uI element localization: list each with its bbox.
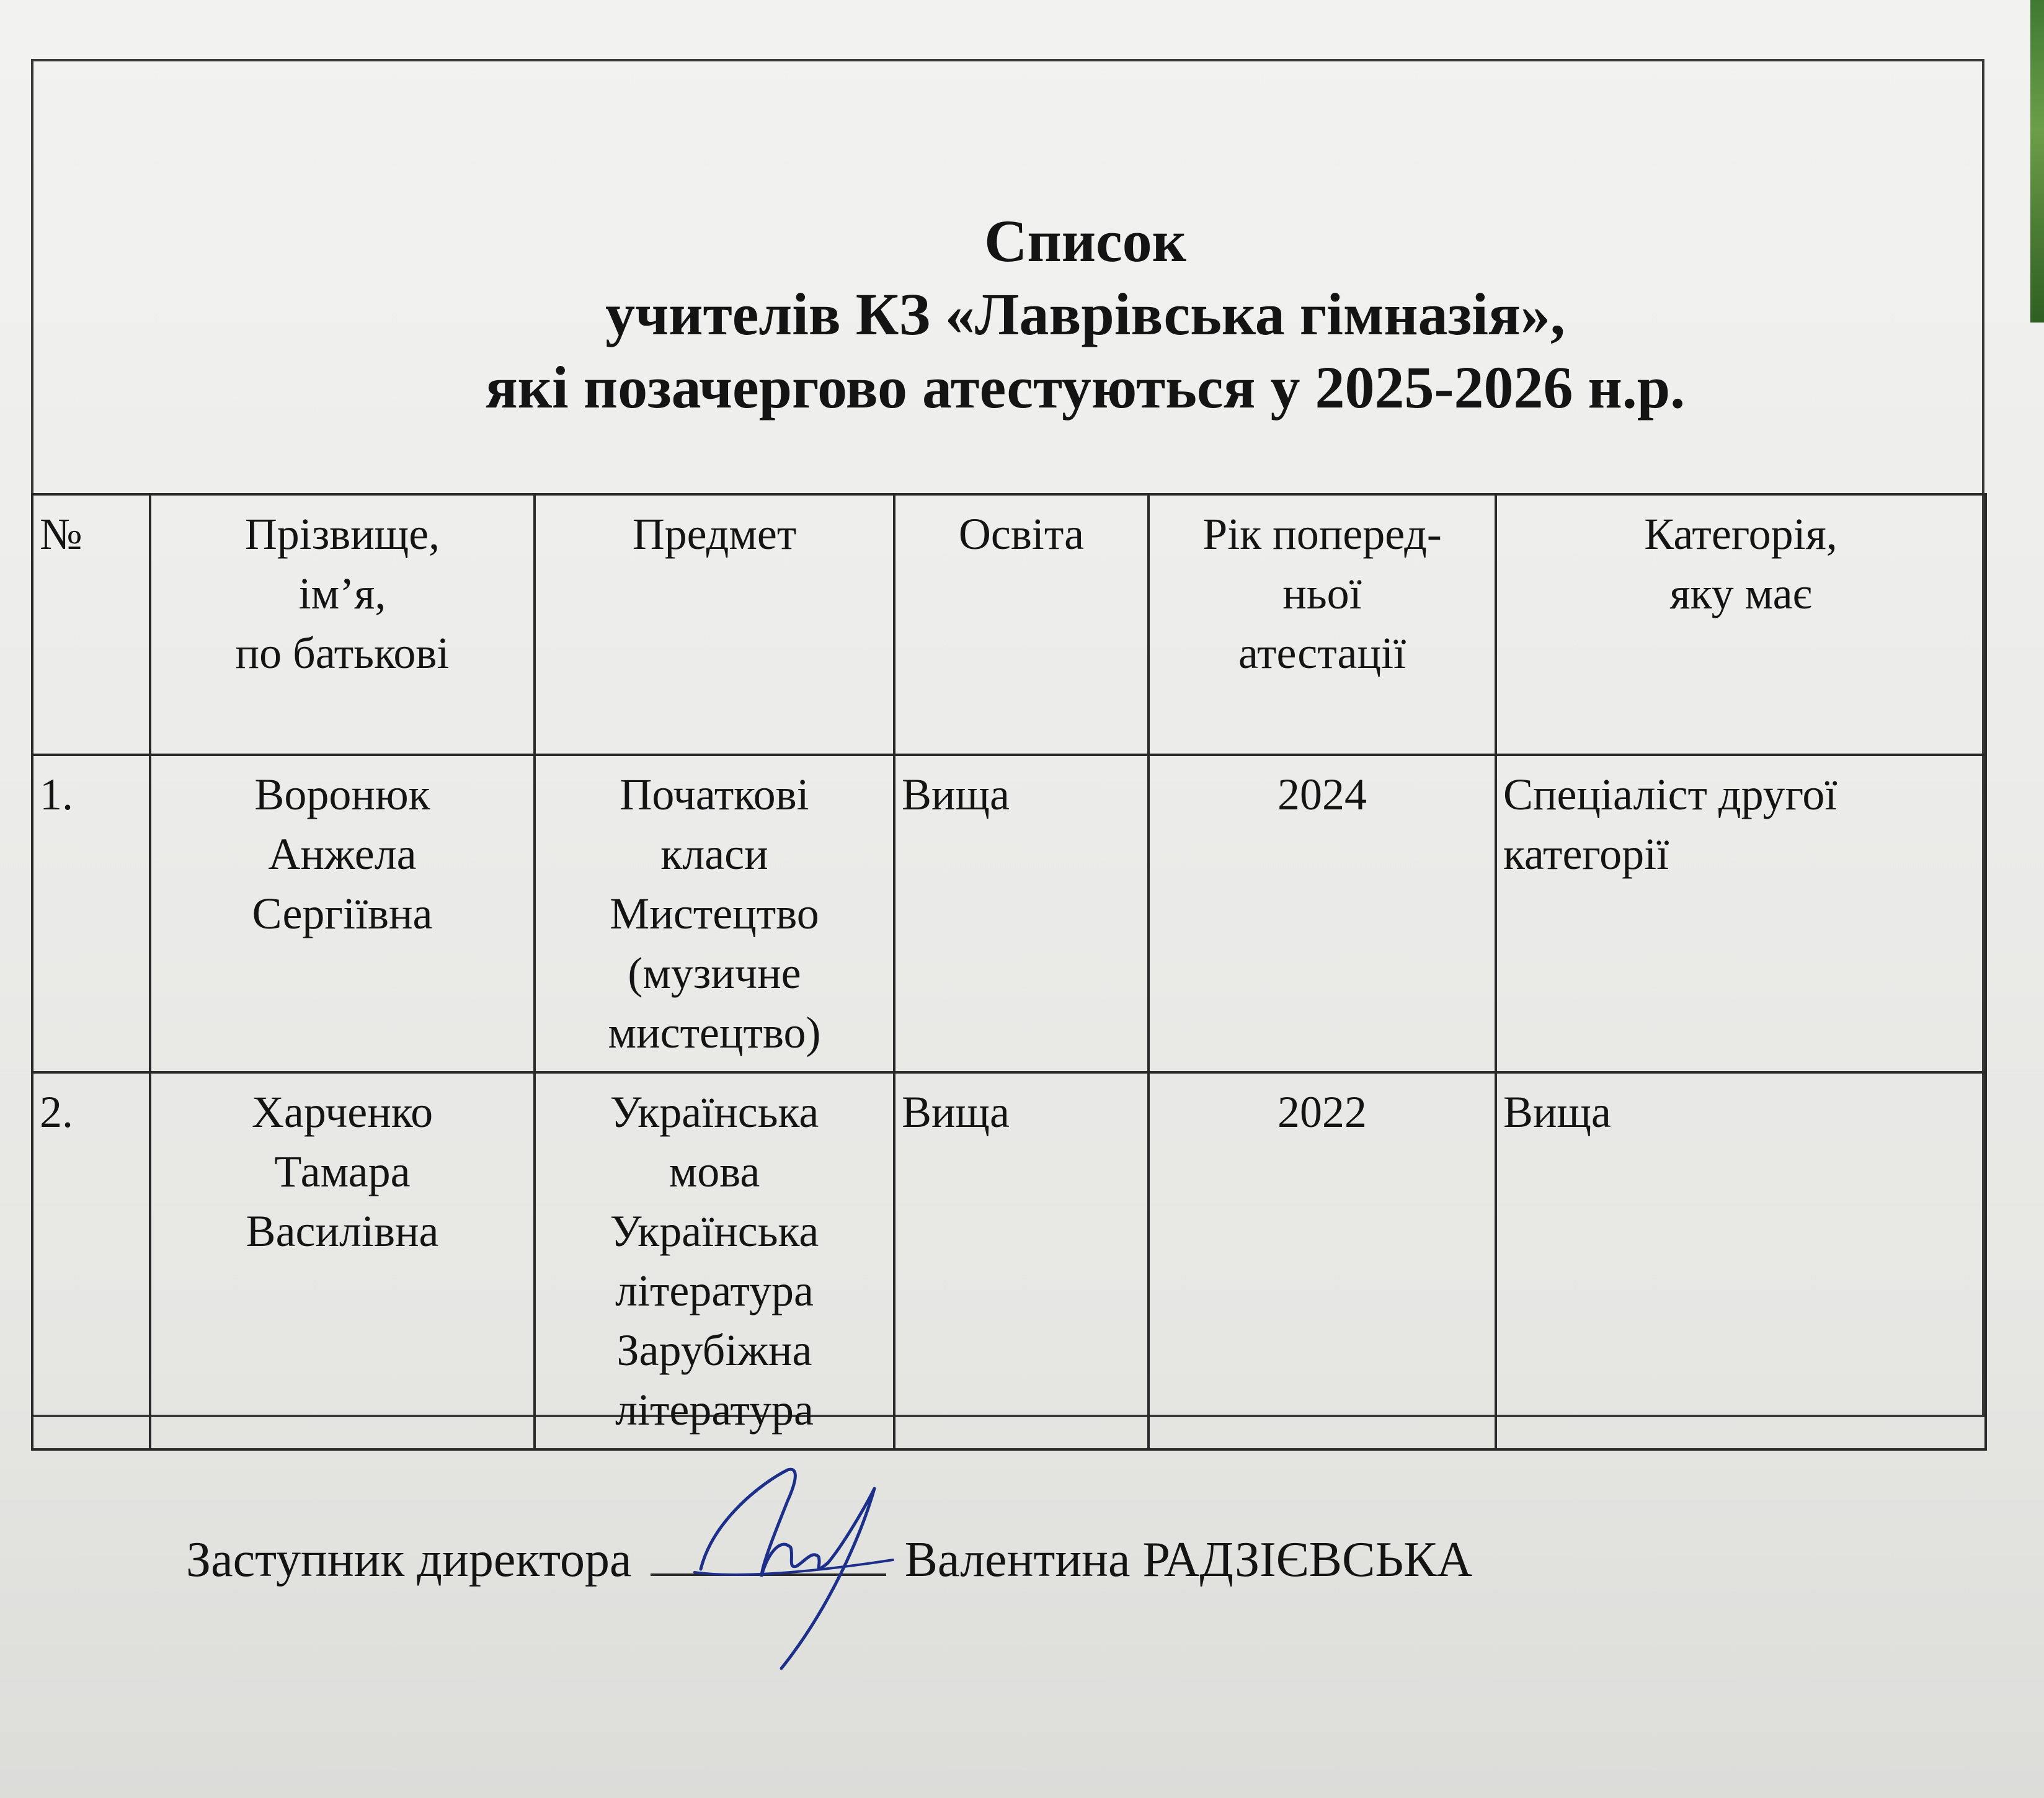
signer-position: Заступник директора: [186, 1533, 632, 1587]
binder-edge: [2030, 0, 2044, 323]
row-number: 2.: [32, 1072, 150, 1449]
row-category: Вища: [1496, 1072, 1986, 1449]
header-prev-year: Рік поперед- ньої атестації: [1149, 494, 1496, 755]
header-number: №: [32, 494, 150, 755]
signature-stroke-main: [701, 1469, 874, 1668]
table-header-row: [32, 494, 1986, 755]
header-education: Освіта: [894, 494, 1149, 755]
row-teacher-name: Воронюк Анжела Сергіївна: [150, 755, 535, 1072]
header-category: Категорія, яку має: [1496, 494, 1986, 755]
table-row: [32, 1072, 1986, 1449]
handwritten-signature: [688, 1445, 924, 1675]
header-name: Прізвище, ім’я, по батькові: [150, 494, 535, 755]
table-row: [32, 755, 1986, 1072]
title-line-1: Список: [984, 208, 1186, 274]
row-subject: Початкові класи Мистецтво (музичне мистецтво): [535, 755, 894, 1072]
signer-name: Валентина РАДЗІЄВСЬКА: [904, 1533, 1473, 1587]
row-prev-year: 2024: [1149, 755, 1496, 1072]
row-category: Спеціаліст другої категорії: [1496, 755, 1986, 1072]
teachers-table: [31, 493, 1987, 1451]
row-prev-year: 2022: [1149, 1072, 1496, 1449]
row-subject: Українська мова Українська література Зарубіжна література: [535, 1072, 894, 1449]
row-education: Вища: [894, 755, 1149, 1072]
row-education: Вища: [894, 1072, 1149, 1449]
title-line-2: учителів КЗ «Лаврівська гімназія»,: [605, 281, 1565, 347]
row-number: 1.: [32, 755, 150, 1072]
document-title: [186, 205, 1984, 424]
title-line-3: які позачергово атестуються у 2025-2026 н.р.: [485, 354, 1686, 421]
row-teacher-name: Харченко Тамара Василівна: [150, 1072, 535, 1449]
header-subject: Предмет: [535, 494, 894, 755]
